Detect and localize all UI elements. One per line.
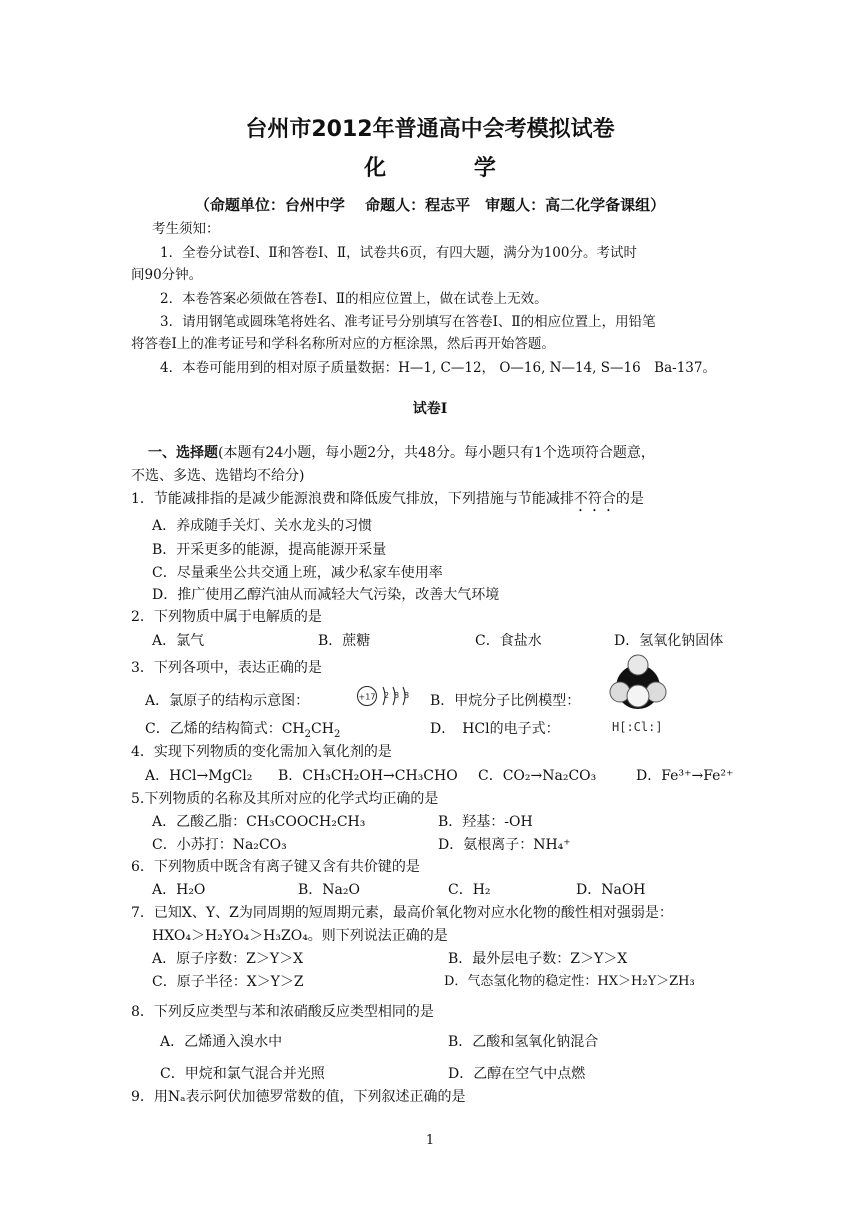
q1-option-c: C．尽量乘坐公共交通上班，减少私家车使用率 [152,565,443,581]
q4-option-d: D．Fe³⁺→Fe²⁺ [636,768,734,784]
q3-option-a: A．氯原子的结构示意图： [145,693,310,709]
q2-option-c: C．食盐水 [475,633,542,649]
atom-nucleus-label: +17 [358,692,376,702]
q3-option-c-text: C．乙烯的结构简式：CH [145,721,305,737]
question-6-stem: 6．下列物质中既含有离子键又含有共价键的是 [131,859,420,875]
methane-space-filling-model-icon [608,654,668,716]
q5-option-d: D．氨根离子：NH₄⁺ [438,837,571,853]
notice-heading: 考生须知： [152,221,220,237]
question-8-stem: 8．下列反应类型与苯和浓硝酸反应类型相同的是 [131,1004,434,1020]
q4-option-c: C．CO₂→Na₂CO₃ [478,768,597,784]
q4-option-a: A．HCl→MgCl₂ [145,768,253,784]
q6-option-d: D．NaOH [576,882,646,898]
question-4-stem: 4．实现下列物质的变化需加入氧化剂的是 [131,744,392,760]
section-1-desc-cont: 不选、多选、选错均不给分) [131,468,305,484]
q5-option-b: B．羟基：-OH [438,814,533,830]
q1-stem-emphasis: 不符合 [573,491,616,507]
q5-option-c: C．小苏打：Na₂CO₃ [152,837,287,853]
question-3-stem: 3．下列各项中，表达正确的是 [131,660,322,676]
section-1-label: 一、选择题 [148,445,218,461]
q8-option-a: A．乙烯通入溴水中 [160,1034,283,1050]
q1-option-b: B．开采更多的能源，提高能源开采量 [152,542,387,558]
q7-option-b: B．最外层电子数：Z＞Y＞X [448,951,628,967]
notice-item-4: 4．本卷可能用到的相对原子质量数据：H—1, C—12， O—16, N—14, S—16 Ba-137。 [160,360,716,376]
paper-label: 试卷Ⅰ [412,401,448,417]
q1-stem-post: 的是 [615,491,644,507]
q4-option-b: B．CH₃CH₂OH→CH₃CHO [278,768,458,784]
q3-option-b: B．甲烷分子比例模型： [430,693,581,709]
q3-option-c-mid: CH [311,721,334,737]
notice-item-1-cont: 间90分钟。 [131,267,203,283]
q8-option-b: B．乙酸和氢氧化钠混合 [448,1034,599,1050]
hcl-lewis-structure: H[:Cl:] [612,720,663,734]
page-number: 1 [425,1133,435,1148]
section-1-desc: (本题有24小题，每小题2分，共48分。每小题只有1个选项符合题意， [218,445,655,461]
notice-item-3-cont: 将答卷Ⅰ上的准考证号和学科名称所对应的方框涂黑，然后再开始答题。 [131,336,555,352]
q6-option-b: B．Na₂O [298,882,360,898]
q3-option-d: D． HCl的电子式： [430,721,560,737]
question-1-stem [131,490,644,515]
atom-shell-2: 8 [394,691,400,700]
q1-option-a: A．养成随手关灯、关水龙头的习惯 [152,518,373,534]
question-5-stem: 5.下列物质的名称及其所对应的化学式均正确的是 [131,791,439,807]
q1-option-d: D．推广使用乙醇汽油从而减轻大气污染，改善大气环境 [152,587,500,603]
q7-option-d: D．气态氢化物的稳定性：HX＞H₂Y＞ZH₃ [444,974,695,989]
q2-option-d: D．氢氧化钠固体 [614,633,724,649]
q5-option-a: A．乙酸乙脂：CH₃COOCH₂CH₃ [152,814,366,830]
question-7-stem: 7．已知X、Y、Z为同周期的短周期元素，最高价氧化物对应水化物的酸性相对强弱是： [131,905,673,921]
q6-option-a: A．H₂O [152,882,206,898]
q8-option-c: C．甲烷和氯气混合并光照 [160,1066,325,1082]
q6-option-c: C．H₂ [448,882,491,898]
q3-option-c-sub1: 2 [304,728,312,740]
atom-shell-1: 2 [384,691,390,700]
q7-option-c: C．原子半径：X＞Y＞Z [152,974,304,990]
q8-option-d: D．乙醇在空气中点燃 [448,1066,586,1082]
notice-item-3: 3．请用钢笔或圆珠笔将姓名、准考证号分别填写在答卷Ⅰ、Ⅱ的相应位置上，用铅笔 [160,314,656,330]
notice-item-2: 2．本卷答案必须做在答卷Ⅰ、Ⅱ的相应位置上，做在试卷上无效。 [160,291,548,307]
q2-option-a: A．氯气 [152,633,205,649]
section-1-heading [148,444,655,462]
question-2-stem: 2．下列物质中属于电解质的是 [131,609,322,625]
q3-option-c [145,720,340,744]
q1-stem-pre: 1．节能减排指的是减少能源浪费和降低废气排放，下列措施与节能减排 [131,491,574,507]
notice-item-1: 1．全卷分试卷Ⅰ、Ⅱ和答卷Ⅰ、Ⅱ，试卷共6页，有四大题，满分为100分。考试时 [160,245,637,261]
q7-option-a: A．原子序数：Z＞Y＞X [152,951,304,967]
author-line: （命题单位：台州中学 命题人：程志平 审题人：高二化学备课组） [194,196,666,214]
chlorine-atom-diagram-icon [356,683,418,709]
subject-title: 化 学 [364,156,536,181]
question-9-stem: 9．用Nₐ表示阿伏加德罗常数的值，下列叙述正确的是 [131,1089,466,1105]
atom-shell-3: 8 [404,691,410,700]
question-7-stem-cont: HXO₄＞H₂YO₄＞H₃ZO₄。则下列说法正确的是 [152,928,448,944]
q2-option-b: B．蔗糖 [318,633,371,649]
exam-title: 台州市2012年普通高中会考模拟试卷 [245,117,615,142]
q3-option-c-sub2: 2 [333,728,341,740]
